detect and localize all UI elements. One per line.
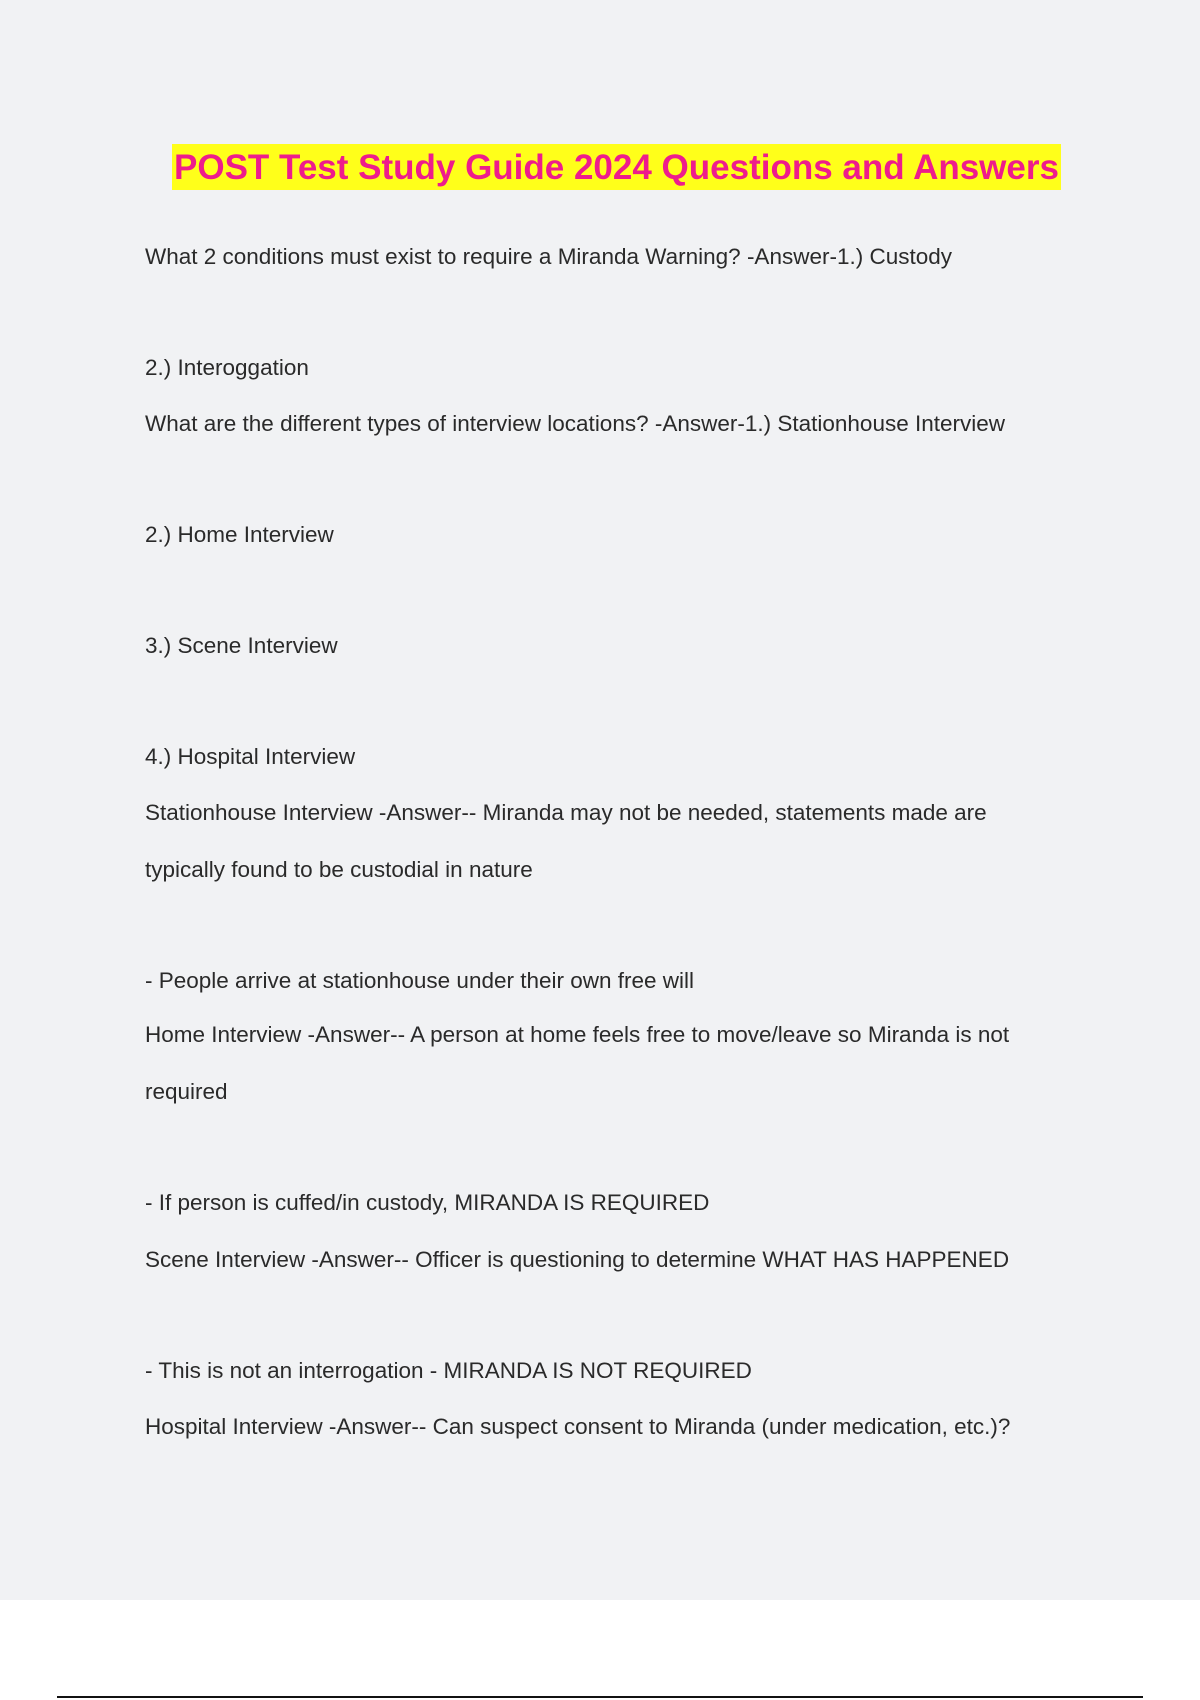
text-line-home-answer: Home Interview -Answer-- A person at home feels free to move/leave so Miranda is not [145, 1022, 1010, 1047]
text-line-scene-answer: Scene Interview -Answer-- Officer is questioning to determine WHAT HAS HAPPENED [145, 1247, 1010, 1272]
text-line-stationhouse-answer-cont: typically found to be custodial in nature [145, 857, 533, 882]
title-container [0, 144, 1200, 190]
text-line-scene-note: - This is not an interrogation - MIRANDA IS NOT REQUIRED [145, 1358, 752, 1383]
text-line-home-note: - If person is cuffed/in custody, MIRANDA IS REQUIRED [145, 1190, 710, 1215]
text-line-hospital-interview-item: 4.) Hospital Interview [145, 744, 356, 769]
text-line-stationhouse-note: - People arrive at stationhouse under their own free will [145, 968, 695, 993]
text-line-hospital-answer: Hospital Interview -Answer-- Can suspect consent to Miranda (under medication, etc.)? [145, 1414, 1011, 1439]
text-line-home-interview-item: 2.) Home Interview [145, 522, 334, 547]
text-line-home-answer-cont: required [145, 1079, 228, 1104]
text-line-answer-interrogation: 2.) Interoggation [145, 355, 309, 380]
text-line-stationhouse-answer: Stationhouse Interview -Answer-- Miranda may not be needed, statements made are [145, 800, 987, 825]
text-line-question-interview-locations: What are the different types of interview locations? -Answer-1.) Stationhouse Interview [145, 411, 1006, 436]
document-title: POST Test Study Guide 2024 Questions and Answers [172, 144, 1061, 190]
text-line-question-miranda-conditions: What 2 conditions must exist to require a Miranda Warning? -Answer-1.) Custody [145, 244, 953, 269]
bottom-divider [57, 1696, 1143, 1698]
text-line-scene-interview-item: 3.) Scene Interview [145, 633, 338, 658]
